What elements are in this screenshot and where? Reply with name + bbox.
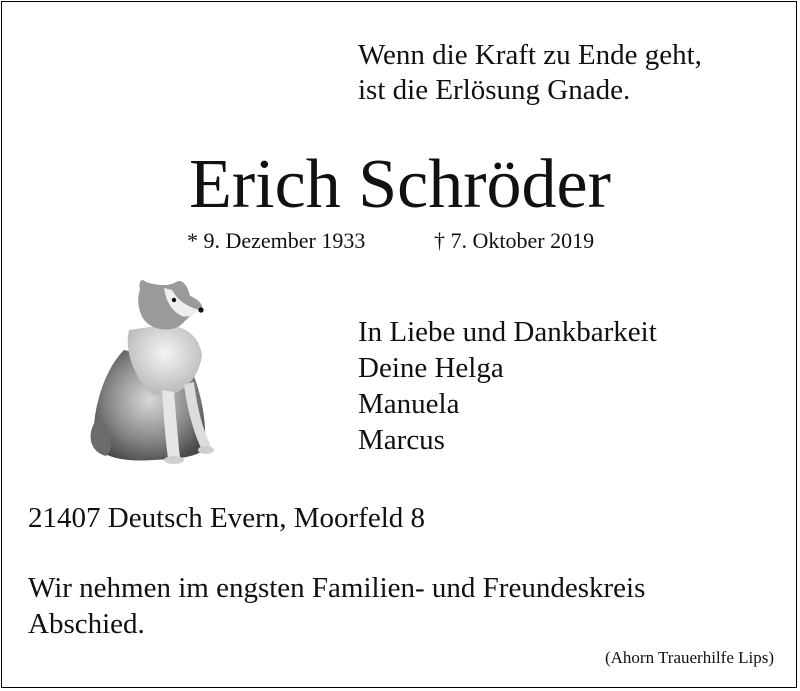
farewell-note (28, 570, 645, 642)
undertaker-credit: (Ahorn Trauerhilfe Lips) (604, 648, 774, 667)
motto-line: ist die Erlösung Gnade. (358, 74, 631, 106)
deceased-name: Erich Schröder (189, 146, 611, 223)
farewell-line: Abschied. (28, 608, 145, 640)
farewell-line: Wir nehmen im engsten Familien- und Freundeskreis (28, 572, 646, 604)
death-date: † 7. Oktober 2019 (434, 228, 595, 253)
mourner-line: Deine Helga (358, 352, 504, 384)
motto (358, 38, 702, 108)
mourner-line: Marcus (358, 424, 445, 456)
mourner-line: Manuela (358, 388, 460, 420)
mourner-line: In Liebe und Dankbarkeit (358, 316, 657, 348)
mourners-list (358, 314, 657, 458)
address: 21407 Deutsch Evern, Moorfeld 8 (28, 502, 426, 534)
motto-line: Wenn die Kraft zu Ende geht, (358, 39, 702, 71)
birth-date: * 9. Dezember 1933 (187, 228, 366, 253)
sheltie-dog-photo (84, 270, 234, 470)
